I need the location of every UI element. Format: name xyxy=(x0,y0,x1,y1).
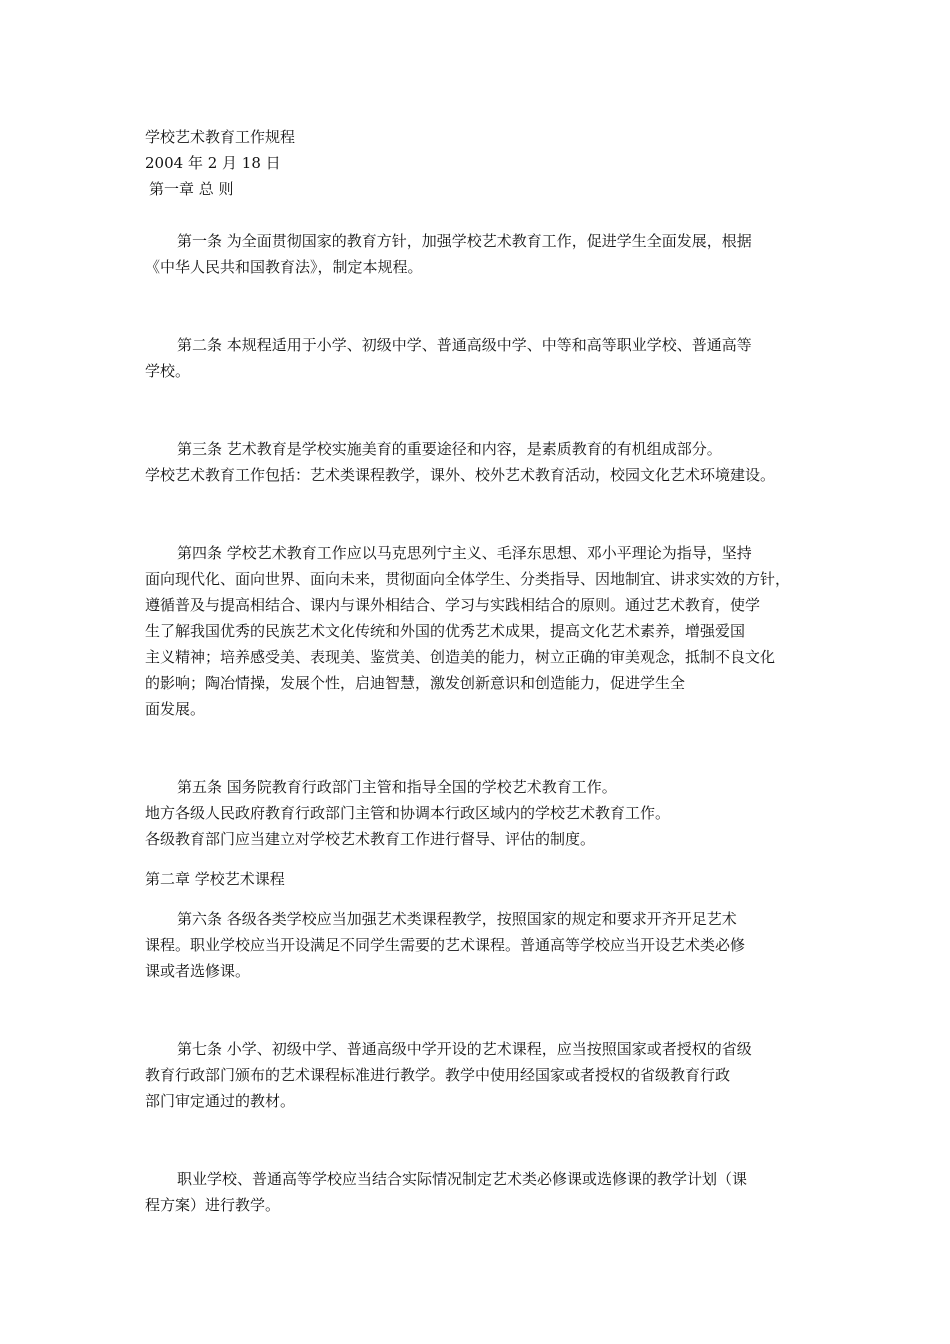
article-1 xyxy=(145,228,825,280)
article-4-line-1: 第四条 学校艺术教育工作应以马克思列宁主义、毛泽东思想、邓小平理论为指导，坚持 xyxy=(177,544,752,562)
chapter-2-heading: 第二章 学校艺术课程 xyxy=(145,870,285,888)
article-5-line-1: 第五条 国务院教育行政部门主管和指导全国的学校艺术教育工作。 xyxy=(177,778,617,796)
article-5-line-3: 各级教育部门应当建立对学校艺术教育工作进行督导、评估的制度。 xyxy=(145,830,596,848)
article-7-paragraph-2-line-1: 职业学校、普通高等学校应当结合实际情况制定艺术类必修课或选修课的教学计划（课 xyxy=(177,1170,748,1188)
article-7 xyxy=(145,1036,825,1114)
document-title: 学校艺术教育工作规程 xyxy=(145,128,296,146)
article-4-line-2: 面向现代化、面向世界、面向未来，贯彻面向全体学生、分类指导、因地制宜、讲求实效的方针， xyxy=(145,570,791,588)
article-6-line-2: 课程。职业学校应当开设满足不同学生需要的艺术课程。普通高等学校应当开设艺术类必修 xyxy=(145,936,746,954)
article-2-line-2: 学校。 xyxy=(145,362,191,380)
article-5 xyxy=(145,774,825,852)
article-6-line-1: 第六条 各级各类学校应当加强艺术类课程教学，按照国家的规定和要求开齐开足艺术 xyxy=(177,910,737,928)
article-4-line-7: 面发展。 xyxy=(145,700,206,718)
article-3-line-2: 学校艺术教育工作包括：艺术类课程教学，课外、校外艺术教育活动，校园文化艺术环境建设。 xyxy=(145,466,776,484)
article-4-line-4: 生了解我国优秀的民族艺术文化传统和外国的优秀艺术成果，提高文化艺术素养，增强爱国 xyxy=(145,622,746,640)
article-7-line-3: 部门审定通过的教材。 xyxy=(145,1092,296,1110)
article-4-line-5: 主义精神；培养感受美、表现美、鉴赏美、创造美的能力，树立正确的审美观念，抵制不良文化 xyxy=(145,648,776,666)
article-1-line-2: 《中华人民共和国教育法》，制定本规程。 xyxy=(145,258,423,276)
chapter-1-heading: 第一章 总 则 xyxy=(149,180,234,198)
article-3-line-1: 第三条 艺术教育是学校实施美育的重要途径和内容，是素质教育的有机组成部分。 xyxy=(177,440,722,458)
article-7-line-1: 第七条 小学、初级中学、普通高级中学开设的艺术课程，应当按照国家或者授权的省级 xyxy=(177,1040,752,1058)
article-4 xyxy=(145,540,825,722)
document-date: 2004 年 2 月 18 日 xyxy=(145,154,281,172)
article-6-line-3: 课或者选修课。 xyxy=(145,962,251,980)
article-6 xyxy=(145,906,825,984)
article-4-line-6: 的影响；陶冶情操，发展个性，启迪智慧，激发创新意识和创造能力，促进学生全 xyxy=(145,674,686,692)
article-5-line-2: 地方各级人民政府教育行政部门主管和协调本行政区域内的学校艺术教育工作。 xyxy=(145,804,671,822)
document-page xyxy=(145,124,825,1218)
article-7-paragraph-2 xyxy=(145,1166,825,1218)
article-2-line-1: 第二条 本规程适用于小学、初级中学、普通高级中学、中等和高等职业学校、普通高等 xyxy=(177,336,752,354)
article-7-line-2: 教育行政部门颁布的艺术课程标准进行教学。教学中使用经国家或者授权的省级教育行政 xyxy=(145,1066,731,1084)
article-3 xyxy=(145,436,825,488)
article-1-line-1: 第一条 为全面贯彻国家的教育方针，加强学校艺术教育工作，促进学生全面发展，根据 xyxy=(177,232,752,250)
article-2 xyxy=(145,332,825,384)
article-7-paragraph-2-line-2: 程方案）进行教学。 xyxy=(145,1196,281,1214)
article-4-line-3: 遵循普及与提高相结合、课内与课外相结合、学习与实践相结合的原则。通过艺术教育，使学 xyxy=(145,596,761,614)
